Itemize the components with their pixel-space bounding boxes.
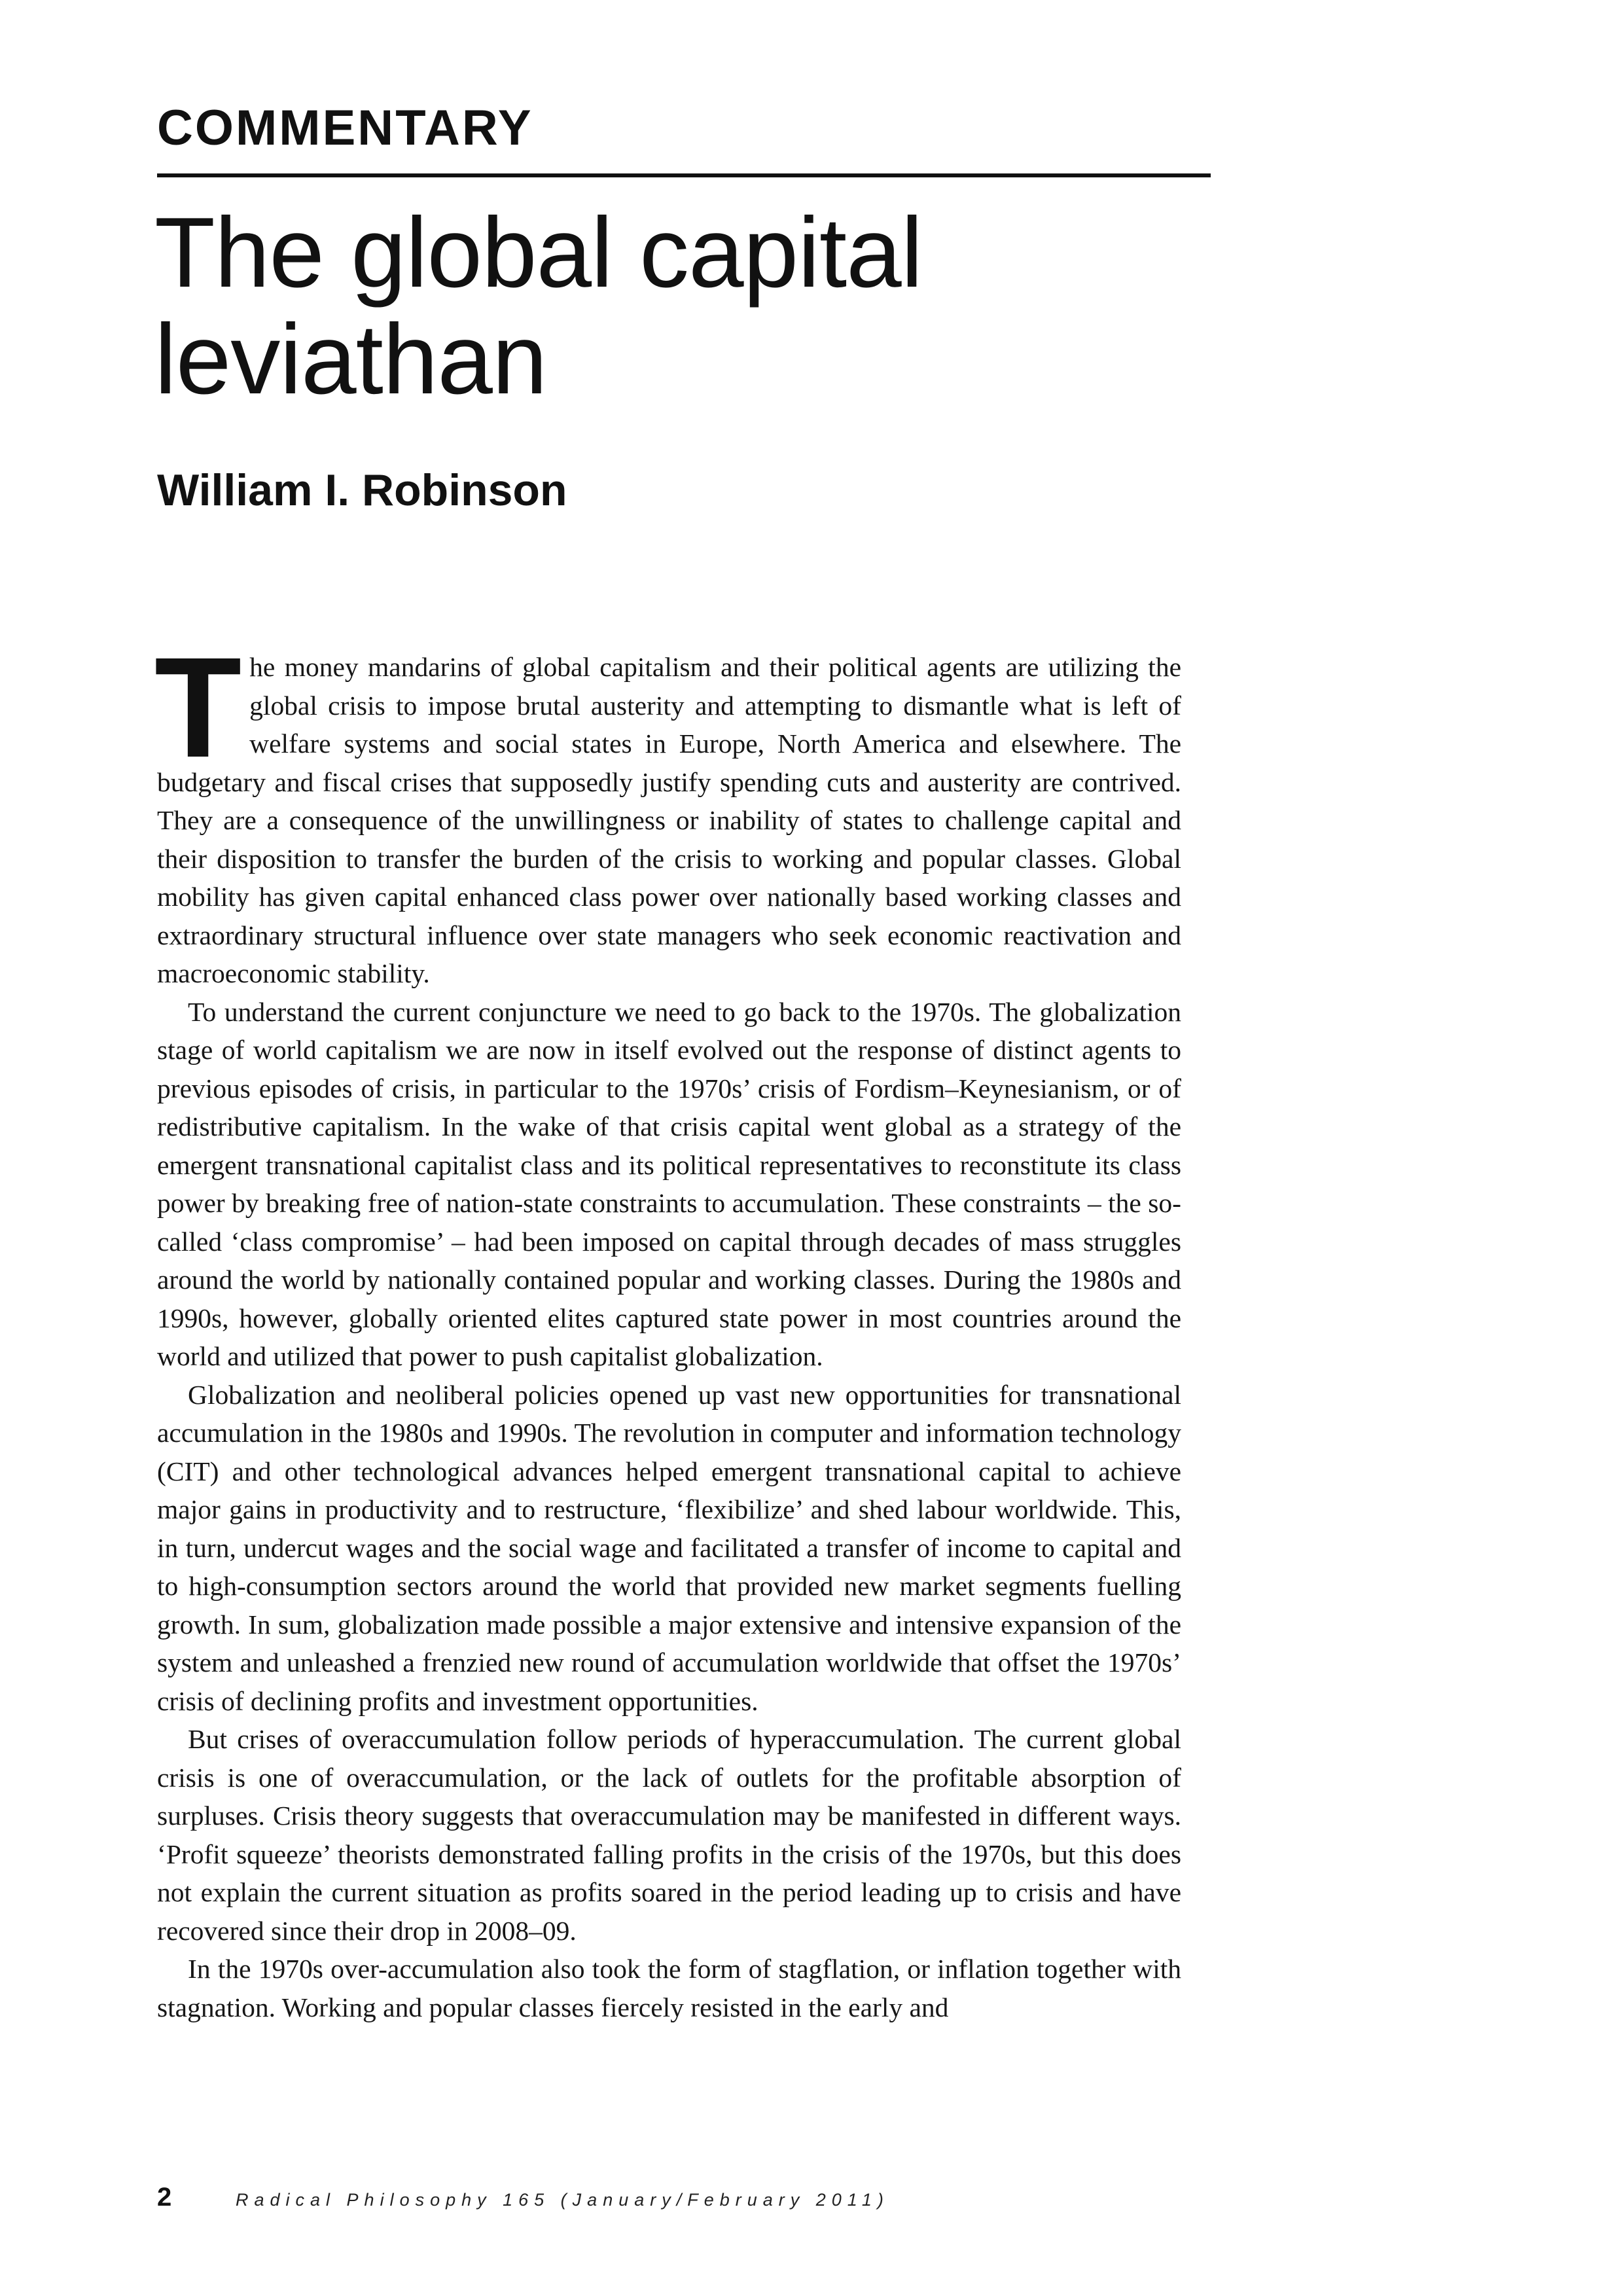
header-rule [157, 173, 1211, 177]
paragraph-4: But crises of overaccumulation follow periods of hyperaccumulation. The current global crisis is one of overaccumulation, or the lack of outlets for the profitable absorption of surpluses. Crisis theory suggests that overaccumulation may be manifested in different ways. ‘Profit squeeze’ theorists demonstrated falling profits in the crisis of the 1970s, but this does not explain the current situation as profits soared in the period leading up to crisis and have recovered since their drop in 2008–09. [157, 1724, 1181, 1946]
journal-citation: Radical Philosophy 165 (January/February 2011) [236, 2190, 889, 2210]
drop-cap: T [154, 628, 242, 787]
article-body [154, 628, 1181, 2026]
section-label: COMMENTARY [157, 100, 533, 156]
article-title: The global capital leviathan [154, 197, 923, 415]
author-name: William I. Robinson [157, 465, 567, 515]
paragraph-2: To understand the current conjuncture we need to go back to the 1970s. The globalization stage of world capitalism we are now in itself evolved out the response of distinct agents to previous episodes of crisis, in particular to the 1970s’ crisis of Fordism–Keynesianism, or of redistributive capitalism. In the wake of that crisis capital went global as a strategy of the emergent transnational capitalist class and its political representatives to reconstitute its class power by breaking free of nation-state constraints to accumulation. These constraints – the so-called ‘class compromise’ – had been imposed on capital through decades of mass struggles around the world by nationally contained popular and working classes. During the 1980s and 1990s, however, globally oriented elites captured state power in most countries around the world and utilized that power to push capitalist globalization. [157, 996, 1181, 1371]
page-footer [157, 2183, 889, 2215]
page-number: 2 [157, 2183, 172, 2212]
paragraph-1-text: he money mandarins of global capitalism and their political agents are utilizing the global crisis to impose brutal austerity and attempting to dismantle what is left of welfare systems and social states in Europe, North America and elsewhere. The budgetary and fiscal crises that supposedly justify spending cuts and austerity are contrived. They are a consequence of the unwillingness or inability of states to challenge capital and their disposition to transfer the burden of the crisis to working and popular classes. Global mobility has given capital enhanced class power over nationally based working classes and extraordinary structural influence over state managers who seek economic reactivation and macroeconomic stability. [157, 652, 1181, 988]
paragraph-5: In the 1970s over-accumulation also took the form of stagflation, or inflation together with stagnation. Working and popular classes fiercely resisted in the early and [157, 1954, 1181, 2022]
paragraph-3: Globalization and neoliberal policies opened up vast new opportunities for transnational accumulation in the 1980s and 1990s. The revolution in computer and information technology (CIT) and other technological advances helped emergent transnational capital to achieve major gains in productivity and to restructure, ‘flexibilize’ and shed labour worldwide. This, in turn, undercut wages and the social wage and facilitated a transfer of income to capital and to high-consumption sectors around the world that provided new market segments fuelling growth. In sum, globalization made possible a major extensive and intensive expansion of the system and unleashed a frenzied new round of accumulation worldwide that offset the 1970s’ crisis of declining profits and investment opportunities. [157, 1379, 1181, 1716]
paragraph-1 [154, 628, 1181, 993]
